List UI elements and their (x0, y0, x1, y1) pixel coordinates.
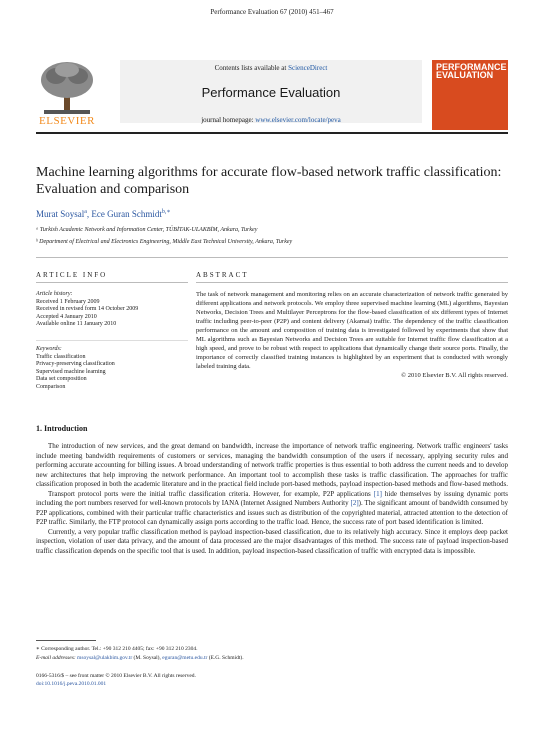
paper-title: Machine learning algorithms for accurate flow-based network traffic classification: Evaluation and comparison (36, 165, 502, 197)
sciencedirect-link[interactable]: ScienceDirect (288, 64, 328, 72)
affiliation-a: ᵃ Turkish Academic Network and Information Center, TÜBİTAK-ULAKBİM, Ankara, Turkey (36, 227, 258, 233)
cover-title: PERFORMANCE EVALUATION (436, 62, 507, 80)
keyword-item: Traffic classification (36, 353, 86, 360)
introduction-heading: 1. Introduction (36, 424, 88, 433)
issn-line: 0166-5316/$ – see front matter © 2010 Elsevier B.V. All rights reserved. (36, 673, 196, 679)
running-head: Performance Evaluation 67 (2010) 451–467 (210, 8, 334, 16)
history-online: Available online 11 January 2010 (36, 321, 117, 327)
doi-link[interactable]: doi:10.1016/j.peva.2010.01.001 (36, 681, 107, 687)
contents-line (120, 64, 422, 72)
p2-text-b: hide themselves by issuing dynamic ports including the port numbers reserved for well-known protocols by IANA (Internet Assigned Numbers Authority (36, 489, 508, 507)
keyword-item: Comparison (36, 383, 66, 390)
email-schmidt-name: (E.G. Schmidt). (207, 655, 244, 661)
history-label: Article history: (36, 291, 73, 297)
abstract-rule (196, 282, 508, 283)
p2-text-a: Transport protocol ports were the initial traffic classification criteria. However, for example, P2P applications (48, 489, 374, 498)
intro-paragraph-2 (36, 490, 508, 528)
masthead-rule (36, 132, 508, 134)
intro-paragraph-1: The introduction of new services, and the great demand on bandwidth, increase the importance of network traffic engineering. Network traffic engineers' tasks include meeting bandwidth requirements of customers or services, managing the bandwidth consumption of the users if necessary, applying security rules and performing accurate accounting for billing issues. A broad understanding of network traffic properties is thus essential to both address the current needs and to develop new architectures that help improving the network performance. An important tool to accomplish these tasks is traffic classification. The approaches for traffic classification proposed in both the academic literature and in the practical field include port-based methods, payload inspection-based methods and flow-based methods. (36, 442, 508, 488)
article-info-rule (36, 282, 188, 283)
reference-link-1[interactable]: [1] (373, 489, 382, 498)
author1-affil-mark: a (84, 209, 87, 215)
homepage-prefix: journal homepage: (201, 116, 256, 124)
email-label: E-mail addresses: (36, 655, 78, 661)
corresponding-author-note: ∗ Corresponding author. Tel.: +90 312 210 4405; fax: +90 312 210 2304. (36, 646, 198, 652)
article-history (36, 291, 188, 329)
front-matter-info (36, 672, 196, 688)
abstract-body (196, 290, 508, 380)
header-rule (36, 257, 508, 258)
affiliation-b: ᵇ Department of Electrical and Electronics Engineering, Middle East Technical University, Ankara, Turkey (36, 239, 293, 245)
author-schmidt[interactable]: Ece Guran Schmidt (91, 209, 162, 219)
reference-link-2[interactable]: [2] (350, 499, 359, 507)
abstract-copyright: © 2010 Elsevier B.V. All rights reserved. (401, 372, 508, 379)
keyword-item: Data set composition (36, 376, 87, 382)
article-info-heading: ARTICLE INFO (36, 271, 108, 279)
author-separator: , (86, 209, 92, 219)
history-revised: Received in revised form 14 October 2009 (36, 306, 139, 312)
contents-prefix: Contents lists available at (214, 64, 289, 72)
keyword-item: Privacy-preserving classification (36, 361, 115, 367)
journal-homepage-link[interactable]: www.elsevier.com/locate/peva (255, 116, 341, 124)
email-soysal-name: (M. Soysal), (132, 655, 163, 661)
abstract-text: The task of network management and monitoring relies on an accurate characterization of network traffic generated by different applications and network protocols. We employ three supervised machine learning (ML) algorithms, Bayesian Networks, Decision Trees and Multilayer Perceptrons for the flow-based classification of six different types of Internet traffic including peer-to-peer (P2P) and content delivery (Akamai) traffic. The dependency of the traffic classification performance on the amount and composition of training data is investigated followed by experiments that show that ML algorithms such as Bayesian Networks and Decision Trees are suitable for Internet traffic flow classification at a high speed, and prove to be robust with respect to applications that dynamically change their source ports. Finally, the importance of correctly classified training instances is highlighted by an experiment that is conducted with wrongly labeled training data. (196, 291, 508, 370)
keywords (36, 346, 188, 391)
author2-affil-mark: b,∗ (161, 209, 171, 215)
homepage-line (120, 116, 422, 124)
email-soysal-link[interactable]: msoysal@ulakbim.gov.tr (77, 655, 133, 661)
keywords-rule (36, 340, 188, 341)
introduction-body (36, 442, 508, 556)
email-schmidt-link[interactable]: eguran@metu.edu.tr (162, 655, 208, 661)
journal-title: Performance Evaluation (201, 85, 341, 100)
publisher-name: ELSEVIER (39, 115, 95, 127)
keywords-label: Keywords: (36, 346, 62, 352)
email-note (36, 654, 508, 662)
history-received: Received 1 February 2009 (36, 298, 100, 305)
keyword-item: Supervised machine learning (36, 368, 106, 375)
author-soysal[interactable]: Murat Soysal (36, 209, 85, 219)
footnote-rule (36, 640, 96, 641)
p2-text-c: ). The significant amount of bandwidth consumed by P2P applications, combined with their particular traffic characteristics and issues such as distribution of the copyrighted material, attracted attention to the detection of P2P traffic. Similarly, the FTP protocol can dynamically assign ports according to the traffic load. Hence, the success rate of port based identification is limited. (36, 499, 508, 526)
intro-paragraph-3: Currently, a very popular traffic classification method is payload inspection-based classification, due to its relatively high accuracy. Since it employs deep packet inspection, violation of user data privacy, and the amount of data processed are the major disadvantages of this method. The success rate of payload inspection-based traffic classification depends on the specific tool that is used. In addition, payload inspection-based classification of traffic with encrypted data is impossible. (36, 527, 508, 555)
author-list (36, 208, 170, 219)
abstract-heading: ABSTRACT (196, 271, 249, 279)
history-accepted: Accepted 4 January 2010 (36, 313, 97, 320)
